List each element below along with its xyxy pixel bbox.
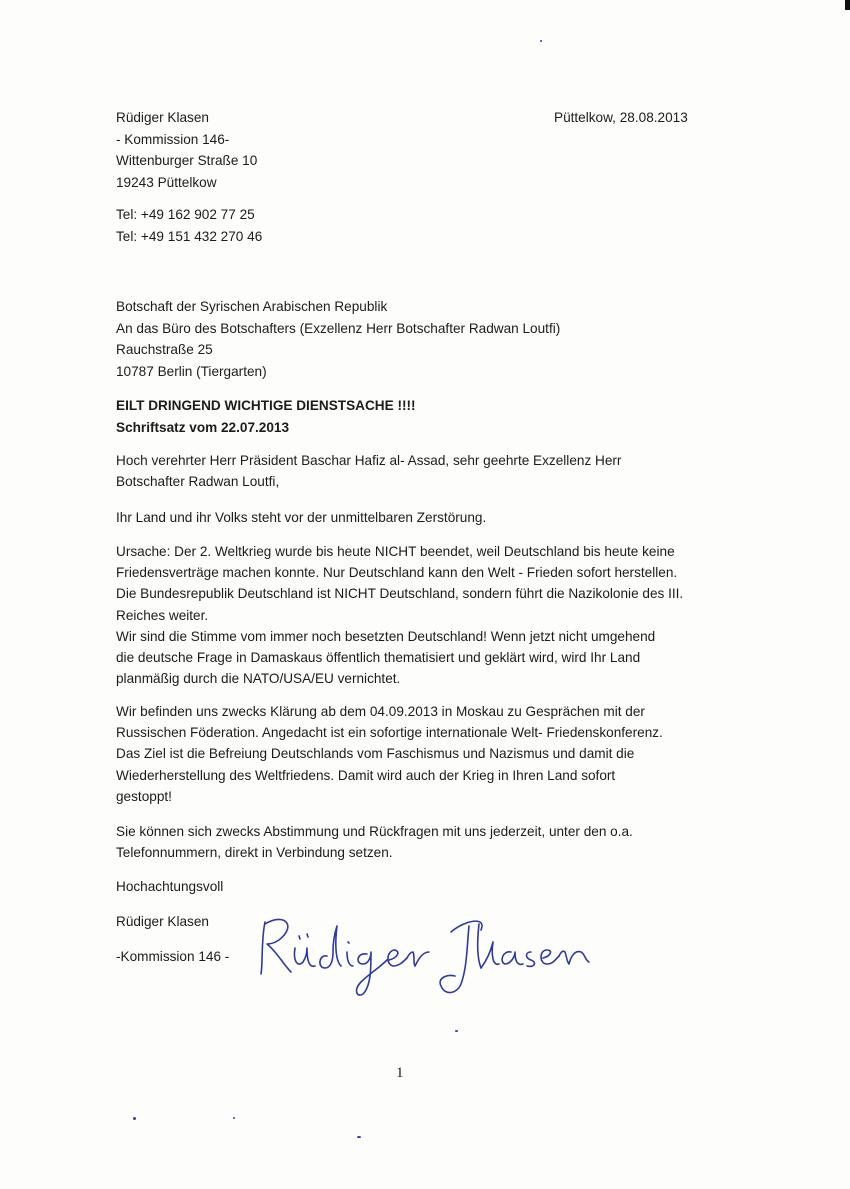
paragraph-line: Sie können sich zwecks Abstimmung und Rückfragen mit uns jederzeit, unter den o.a. (116, 824, 633, 839)
paragraph-line: die deutsche Frage in Damaskaus öffentlich thematisiert und geklärt wird, wird Ihr Land (116, 650, 641, 666)
scan-speck (233, 1117, 235, 1119)
place-date: Püttelkow, 28.08.2013 (554, 110, 688, 125)
paragraph-line: Telefonnummern, direkt in Verbindung setzen. (116, 845, 393, 861)
recipient-line-4: 10787 Berlin (Tiergarten) (116, 363, 267, 379)
subject-block (116, 395, 416, 438)
scan-speck (133, 1117, 136, 1120)
paragraph-line: planmäßig durch die NATO/USA/EU vernichtet. (116, 671, 401, 687)
sender-tel-2: Tel: +49 151 432 270 46 (116, 228, 263, 244)
sender-name: Rüdiger Klasen (116, 110, 209, 125)
salutation (116, 450, 716, 492)
paragraph-line: Das Ziel ist die Befreiung Deutschlands vom Faschismus und Nazismus und damit die (116, 746, 635, 762)
salutation-line: Botschafter Radwan Loutfi, (116, 474, 280, 490)
paragraph-line: Russischen Föderation. Angedacht ist ein sofortige internationale Welt- Friedenskonferenz. (116, 725, 663, 741)
paragraph-line: Wiederherstellung des Weltfriedens. Damit wird auch der Krieg in Ihren Land sofort (116, 767, 616, 783)
paragraph-line: Wir befinden uns zwecks Klärung ab dem 04.09.2013 in Moskau zu Gesprächen mit der (116, 704, 645, 719)
body-paragraph-2 (116, 541, 716, 689)
paragraph-line: Ursache: Der 2. Weltkrieg wurde bis heute NICHT beendet, weil Deutschland bis heute keine (116, 544, 675, 559)
subject-line-2: Schriftsatz vom 22.07.2013 (116, 419, 290, 435)
salutation-line: Hoch verehrter Herr Präsident Baschar Hafiz al- Assad, sehr geehrte Exzellenz Herr (116, 453, 622, 468)
page-number: 1 (396, 1065, 404, 1081)
sender-street: Wittenburger Straße 10 (116, 153, 258, 168)
scan-speck (540, 40, 542, 42)
body-paragraph-3 (116, 701, 716, 807)
body-paragraph-4 (116, 821, 716, 863)
sender-org: - Kommission 146- (116, 131, 230, 147)
scan-edge-mark (845, 0, 850, 10)
sender-city: 19243 Püttelkow (116, 174, 217, 190)
paragraph-line: Die Bundesrepublik Deutschland ist NICHT Deutschland, sondern führt die Nazikolonie des III. (116, 586, 684, 602)
recipient-line-2: An das Büro des Botschafters (Exzellenz Herr Botschafter Radwan Loutfi) (116, 320, 561, 336)
closing-org: -Kommission 146 - (116, 949, 230, 964)
closing-name: Rüdiger Klasen (116, 914, 209, 929)
closing-greeting: Hochachtungsvoll (116, 879, 224, 894)
body-paragraph-1 (116, 507, 716, 528)
recipient-block (116, 296, 560, 382)
paragraph-line: Friedensverträge machen konnte. Nur Deutschland kann den Welt - Frieden sofort herstellen. (116, 565, 678, 581)
subject-line-1: EILT DRINGEND WICHTIGE DIENSTSACHE !!!! (116, 398, 416, 413)
paragraph-line: Ihr Land und ihr Volks steht vor der unmittelbaren Zerstörung. (116, 510, 487, 525)
sender-block (116, 107, 257, 193)
sender-tel-1: Tel: +49 162 902 77 25 (116, 207, 255, 222)
recipient-line-3: Rauchstraße 25 (116, 342, 213, 357)
recipient-line-1: Botschaft der Syrischen Arabischen Republik (116, 299, 388, 314)
paragraph-line: Wir sind die Stimme vom immer noch besetzten Deutschland! Wenn jetzt nicht umgehend (116, 628, 656, 644)
scan-speck (357, 1136, 361, 1138)
paragraph-line: gestoppt! (116, 788, 172, 804)
paragraph-line: Reiches weiter. (116, 607, 209, 623)
scan-speck (455, 1030, 458, 1032)
handwritten-signature (255, 902, 595, 1012)
sender-phones (116, 204, 262, 247)
